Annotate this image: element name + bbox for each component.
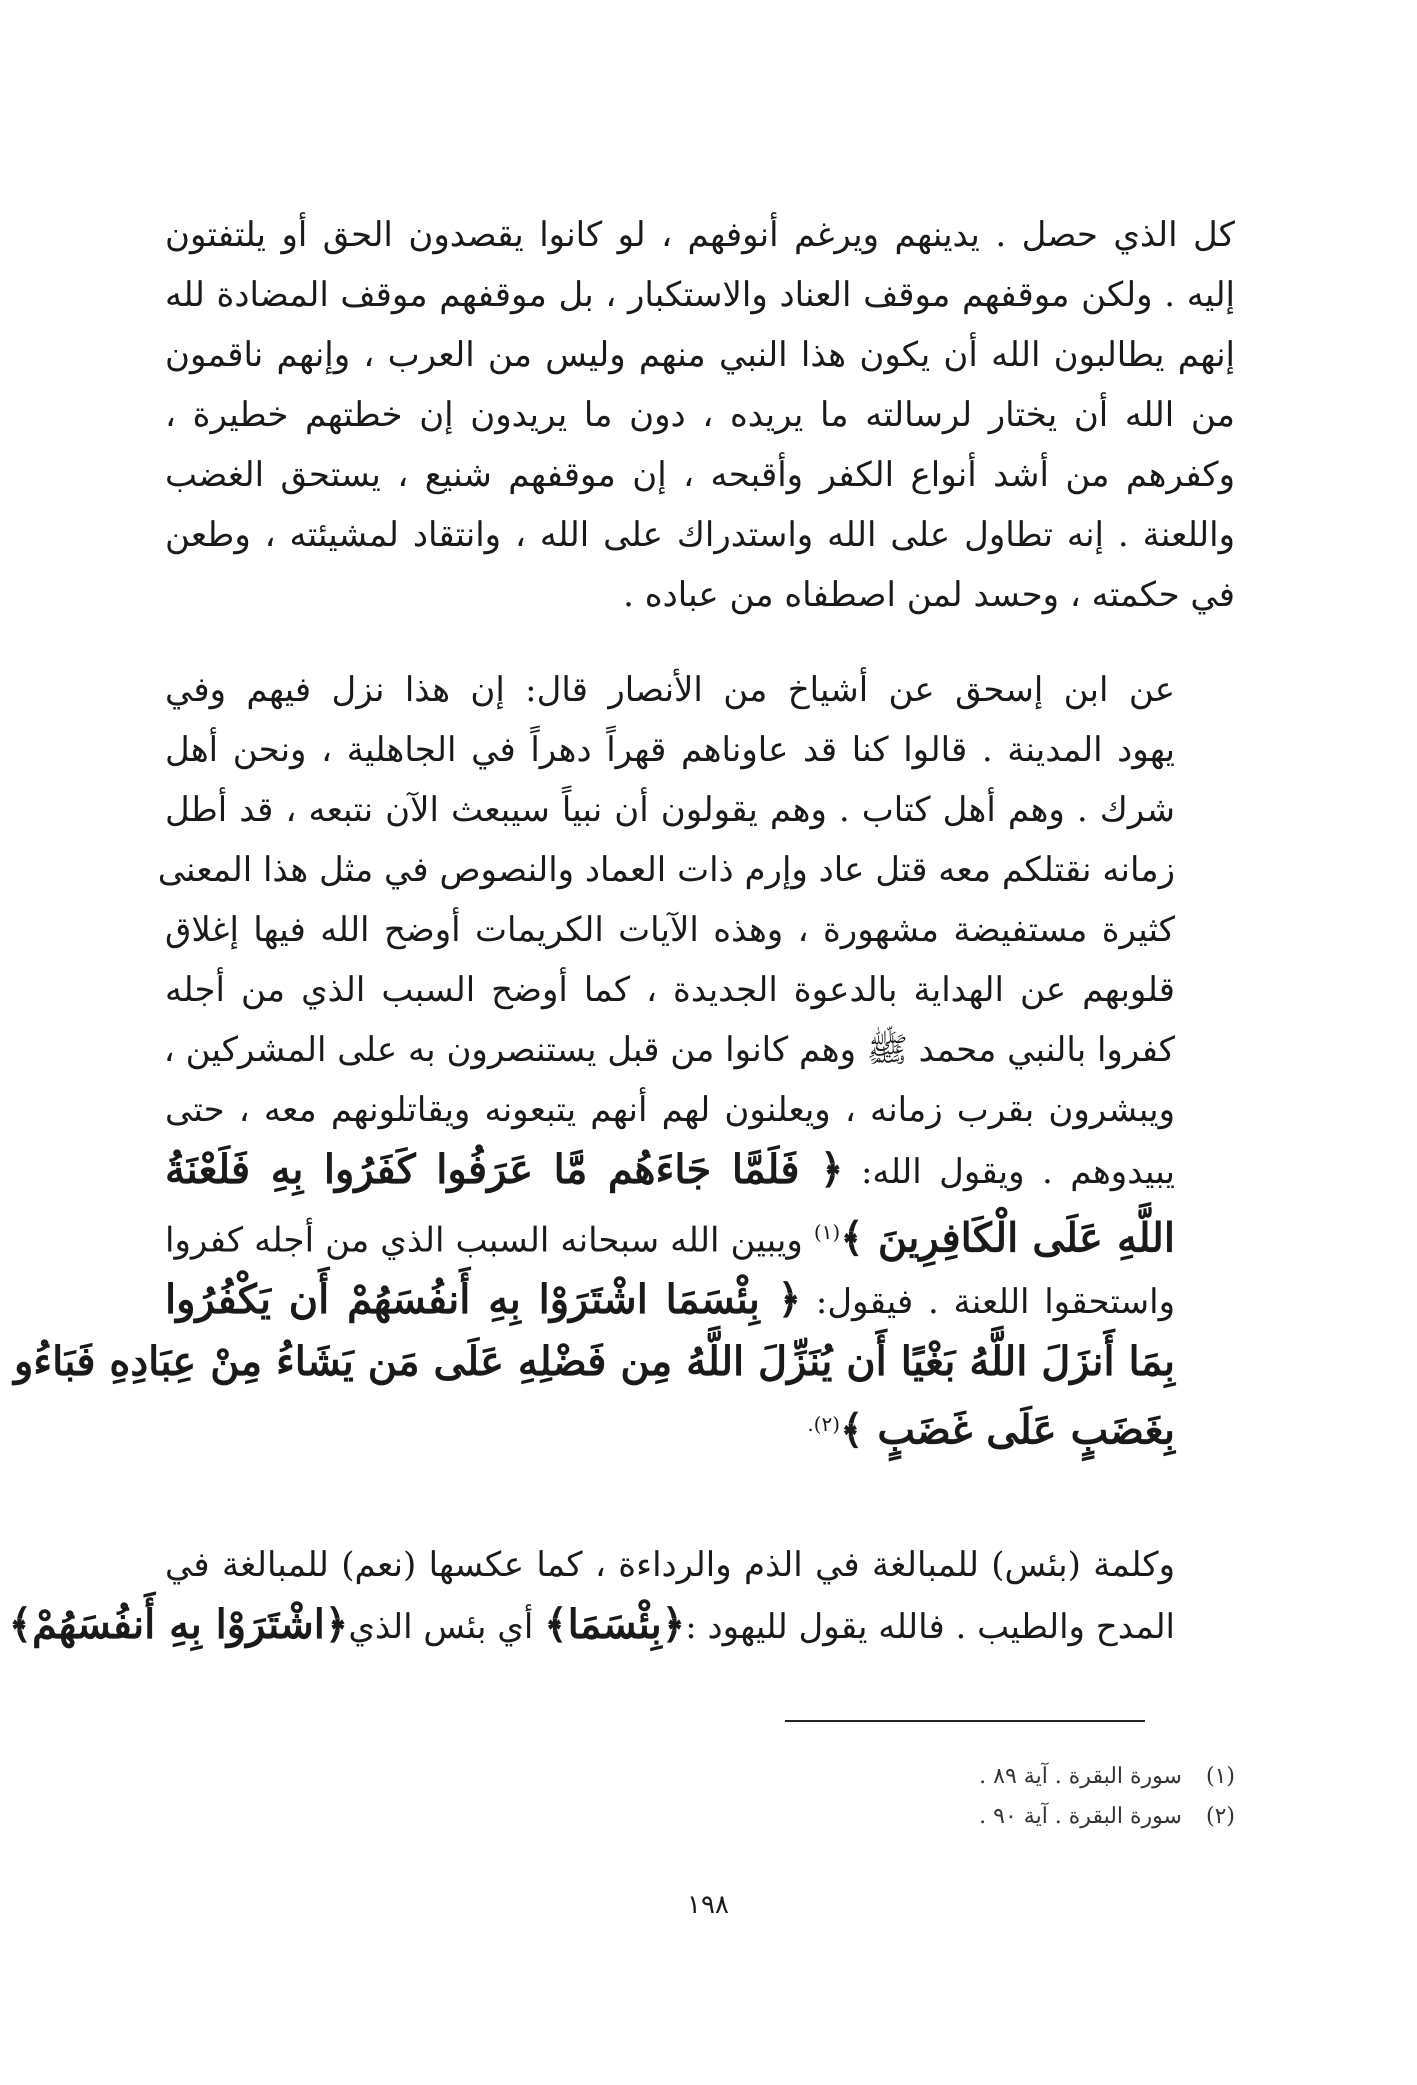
plain-text: أي بئس الذي: [348, 1607, 545, 1647]
plain-text: المدح والطيب . فالله يقول لليهود :: [685, 1607, 1175, 1647]
quran-verse: اللَّهِ عَلَى الْكَافِرِينَ ﴾: [840, 1214, 1175, 1262]
plain-text: ويبين الله سبحانه السبب الذي من أجله كفروا: [165, 1220, 814, 1261]
footnote-1: [700, 1757, 1235, 1797]
text-line: واللعنة . إنه تطاول على الله واستدراك على الله ، وانتقاد لمشيئته ، وطعن: [165, 515, 1235, 555]
quran-word: ﴿بِئْسَمَا﴾: [544, 1601, 686, 1648]
text-line: [165, 1394, 1235, 1462]
quran-verse: بِمَا أَنزَلَ اللَّهُ بَغْيًا أَن يُنَزِّلَ اللَّهُ مِن فَضْلِهِ عَلَى مَن يَشَاءُ مِنْ عِبَادِهِ فَبَاءُو: [13, 1338, 1175, 1386]
text-line: [165, 1140, 1235, 1202]
plain-text: واستحقوا اللعنة . فيقول:: [801, 1282, 1175, 1323]
text-line: كثيرة مستفيضة مشهورة ، وهذه الآيات الكريمات أوضح الله فيها إغلاق: [165, 910, 1175, 950]
text-line: إليه . ولكن موقفهم موقف العناد والاستكبار ، بل موقفهم موقف المضادة لله: [165, 275, 1235, 315]
paragraph-3: [8, 1535, 1235, 1657]
paragraph-1: [165, 205, 1235, 625]
quran-verse: ﴿ بِئْسَمَا اشْتَرَوْا بِهِ أَنفُسَهُمْ أَن يَكْفُرُوا: [165, 1276, 802, 1324]
text-line: [8, 1595, 1235, 1657]
quran-verse: ﴿ فَلَمَّا جَاءَهُم مَّا عَرَفُوا كَفَرُوا بِهِ فَلَعْنَةُ: [165, 1146, 844, 1193]
text-line: زمانه نقتلكم معه قتل عاد وإرم ذات العماد والنصوص في مثل هذا المعنى: [157, 850, 1175, 890]
text-line: كل الذي حصل . يدينهم ويرغم أنوفهم ، لو كانوا يقصدون الحق أو يلتفتون: [165, 215, 1235, 255]
text-line: عن ابن إسحق عن أشياخ من الأنصار قال: إن هذا نزل فيهم وفي: [165, 670, 1175, 710]
footnote-2: [700, 1797, 1235, 1837]
footnote-number: (٢): [1205, 1804, 1235, 1829]
text-line: [13, 1332, 1235, 1394]
footnote-text: سورة البقرة . آية ٩٠ .: [979, 1804, 1182, 1829]
quran-verse: ﴿اشْتَرَوْا بِهِ أَنفُسَهُمْ﴾: [8, 1601, 349, 1648]
page-number: ١٩٨: [687, 1890, 729, 1920]
text-line: وكلمة (بئس) للمبالغة في الذم والرداءة ، كما عكسها (نعم) للمبالغة في: [165, 1545, 1175, 1585]
text-line: [165, 1202, 1235, 1270]
paragraph-2: [13, 660, 1235, 1463]
text-line: في حكمته ، وحسد لمن اصطفاه من عباده .: [623, 575, 1235, 615]
plain-text: يبيدوهم . ويقول الله:: [843, 1152, 1175, 1192]
footnote-ref-2[interactable]: (٢).: [807, 1412, 841, 1437]
footnotes: [700, 1757, 1235, 1837]
footnote-separator: [785, 1720, 1145, 1722]
text-line: من الله أن يختار لرسالته ما يريده ، دون ما يريدون إن خطتهم خطيرة ،: [165, 395, 1235, 435]
text-line: [165, 1270, 1235, 1332]
text-line: يهود المدينة . قالوا كنا قد عاوناهم قهراً دهراً في الجاهلية ، ونحن أهل: [165, 730, 1175, 770]
text-line: وكفرهم من أشد أنواع الكفر وأقبحه ، إن موقفهم شنيع ، يستحق الغضب: [165, 455, 1235, 495]
footnote-number: (١): [1205, 1764, 1235, 1789]
footnote-text: سورة البقرة . آية ٨٩ .: [979, 1764, 1182, 1789]
text-line: قلوبهم عن الهداية بالدعوة الجديدة ، كما أوضح السبب الذي من أجله: [165, 970, 1175, 1010]
quran-verse: بِغَضَبٍ عَلَى غَضَبٍ ﴾: [840, 1406, 1175, 1454]
text-line: ويبشرون بقرب زمانه ، ويعلنون لهم أنهم يتبعونه ويقاتلونهم معه ، حتى: [165, 1090, 1175, 1130]
text-line: إنهم يطالبون الله أن يكون هذا النبي منهم وليس من العرب ، وإنهم ناقمون: [165, 335, 1235, 375]
text-line: شرك . وهم أهل كتاب . وهم يقولون أن نبياً سيبعث الآن نتبعه ، قد أطل: [165, 790, 1175, 830]
footnote-ref-1[interactable]: (١): [813, 1220, 841, 1244]
text-line: كفروا بالنبي محمد ﷺ وهم كانوا من قبل يستنصرون به على المشركين ،: [163, 1030, 1175, 1070]
